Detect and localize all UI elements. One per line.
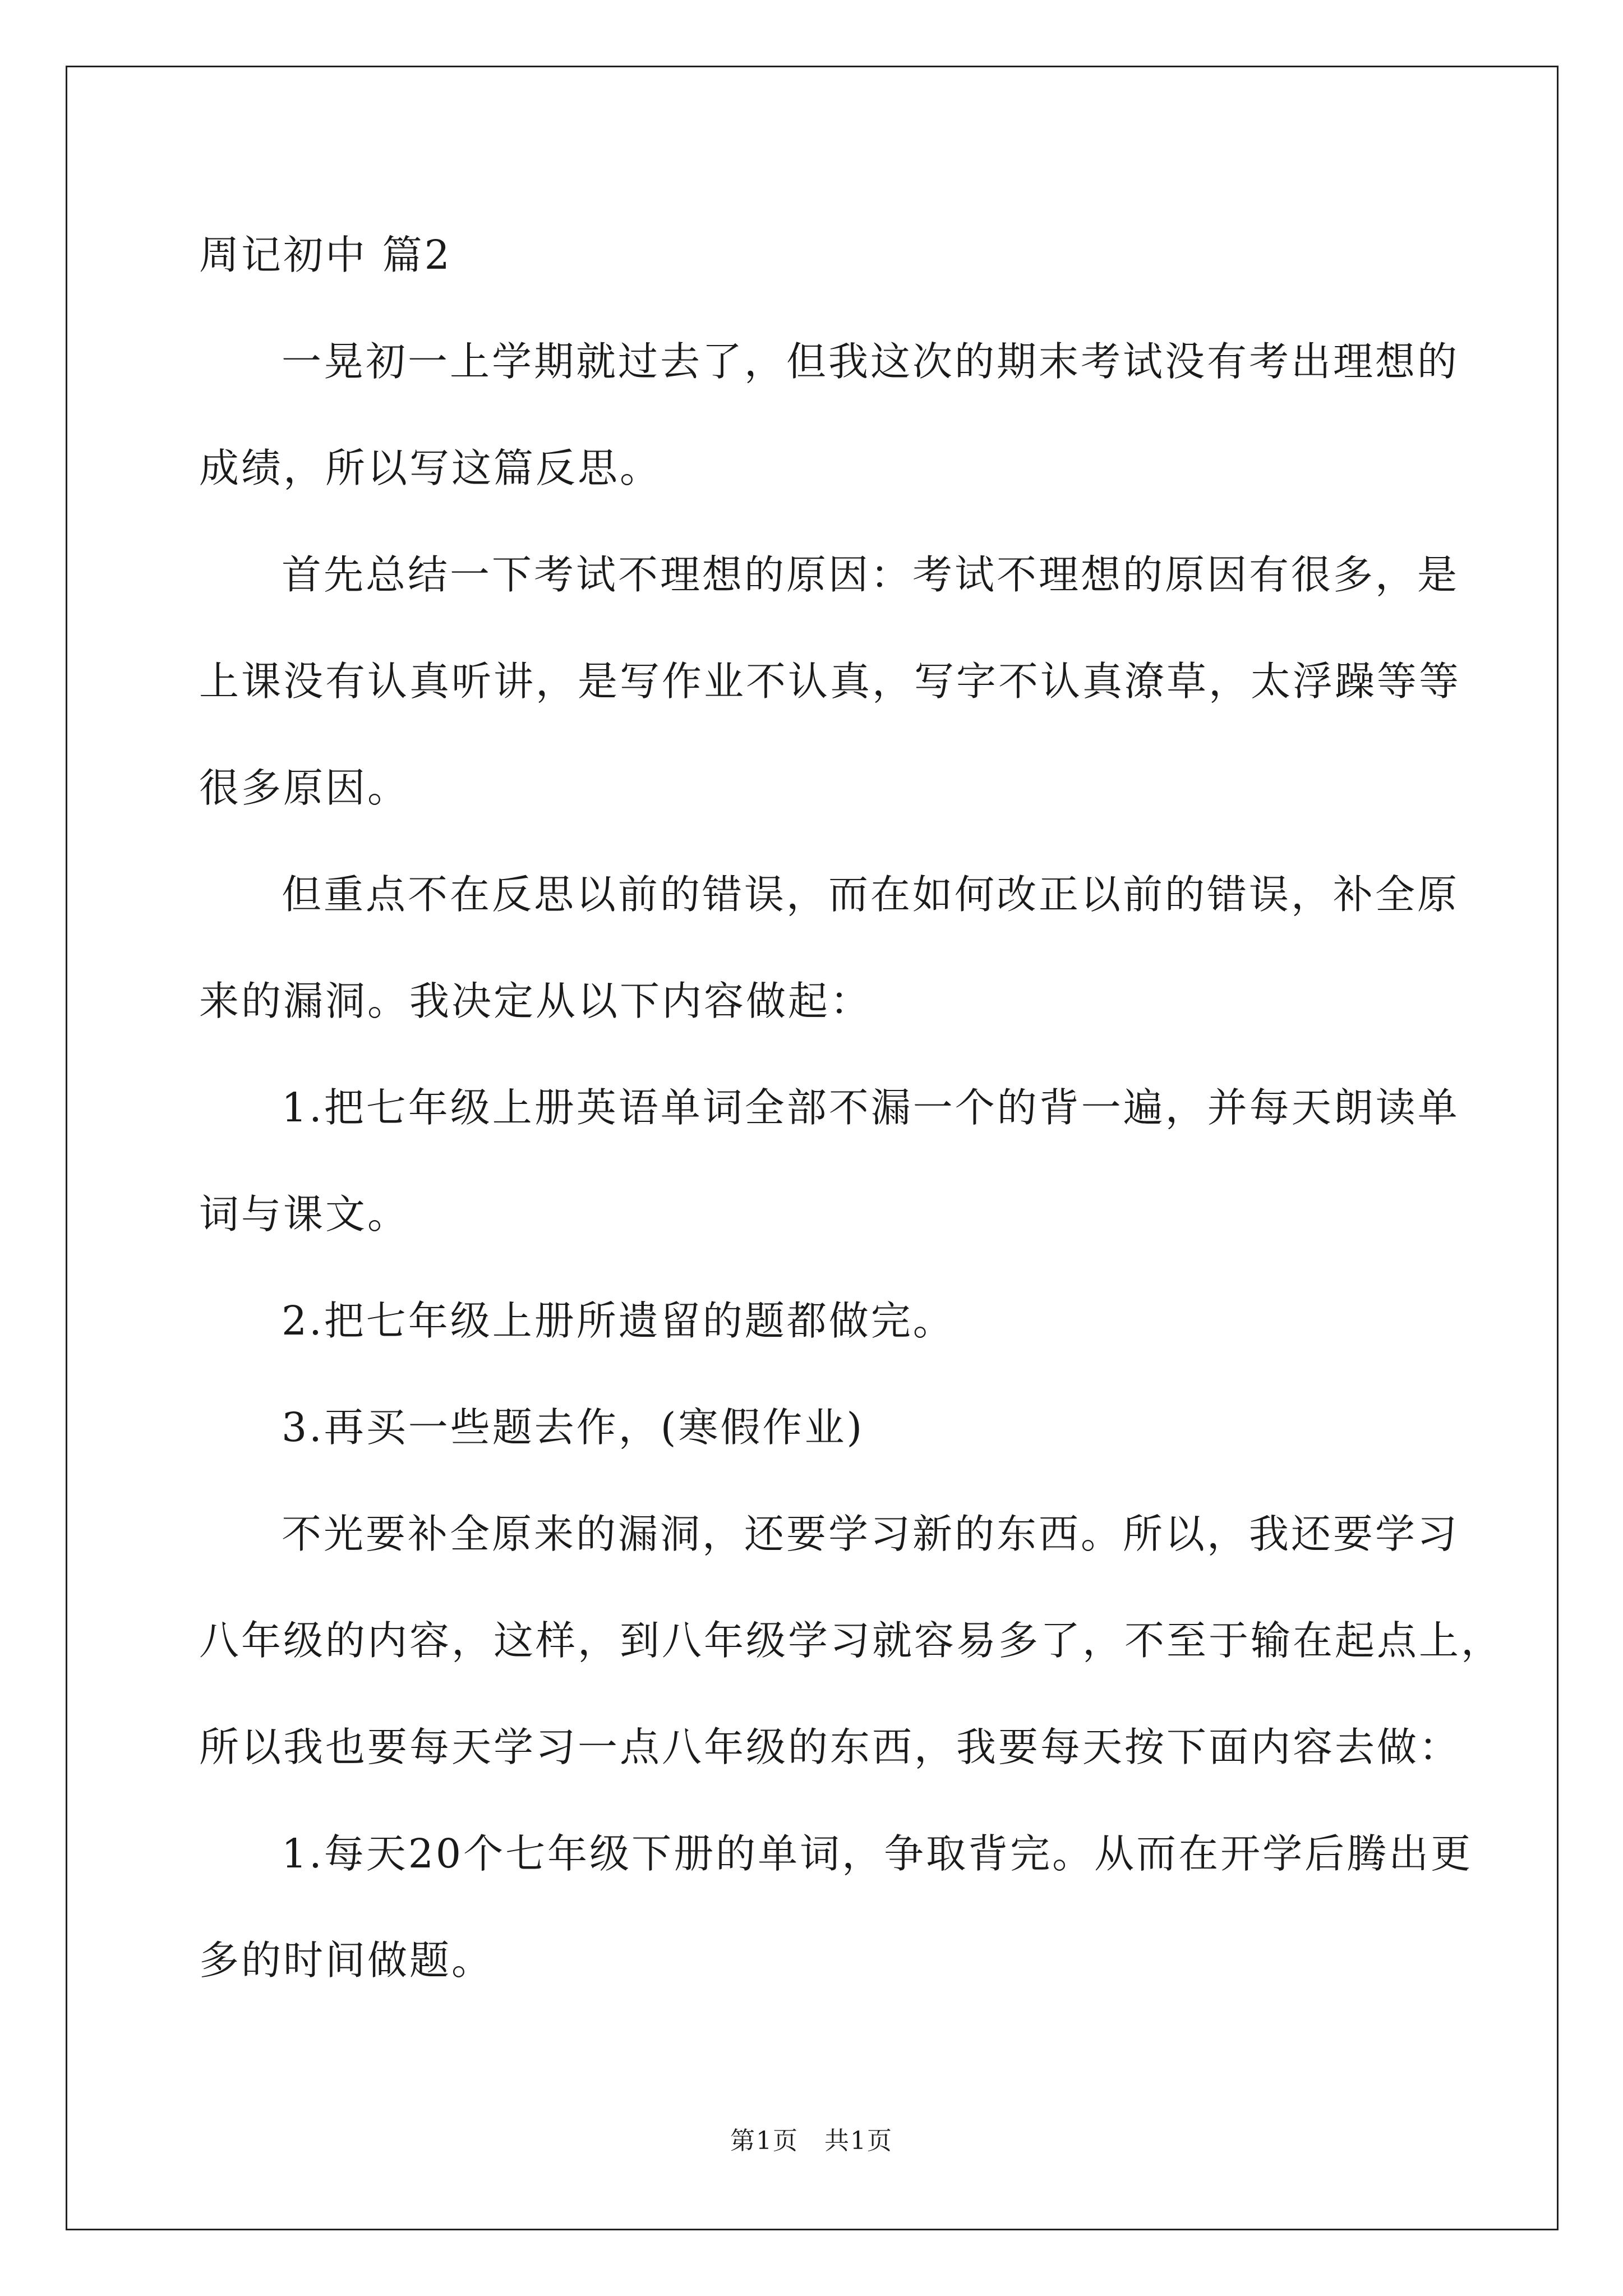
page-number-footer: 第1页 共1页 xyxy=(730,2127,893,2155)
list-item-line: 多的时间做题。 xyxy=(199,1937,494,1984)
list-item-line: 词与课文。 xyxy=(199,1191,410,1237)
paragraph-line: 成绩，所以写这篇反思。 xyxy=(199,445,662,491)
list-item-line: 1.把七年级上册英语单词全部不漏一个的背一遍，并每天朗读单 xyxy=(282,1084,1460,1131)
paragraph-line: 来的漏洞。我决定从以下内容做起： xyxy=(199,978,873,1024)
paragraph-line: 所以我也要每天学习一点八年级的东西，我要每天按下面内容去做： xyxy=(199,1724,1461,1770)
list-item-line: 2.把七年级上册所遗留的题都做完。 xyxy=(282,1297,955,1344)
paragraph-line: 一晃初一上学期就过去了，但我这次的期末考试没有考出理想的 xyxy=(282,338,1460,385)
paragraph-line: 很多原因。 xyxy=(199,765,410,811)
paragraph-line: 但重点不在反思以前的错误，而在如何改正以前的错误，补全原 xyxy=(282,871,1460,918)
paragraph-line: 上课没有认真听讲，是写作业不认真，写字不认真潦草，太浮躁等等 xyxy=(199,658,1461,705)
list-item-line: 3.再买一些题去作，(寒假作业) xyxy=(282,1404,865,1451)
paragraph-line: 八年级的内容，这样，到八年级学习就容易多了，不至于输在起点上， xyxy=(199,1617,1504,1664)
list-item-line: 1.每天20个七年级下册的单词，争取背完。从而在开学后腾出更 xyxy=(282,1830,1473,1877)
paragraph-line: 不光要补全原来的漏洞，还要学习新的东西。所以，我还要学习 xyxy=(282,1511,1460,1557)
document-title: 周记初中 篇2 xyxy=(199,232,452,278)
paragraph-line: 首先总结一下考试不理想的原因：考试不理想的原因有很多，是 xyxy=(282,551,1460,598)
